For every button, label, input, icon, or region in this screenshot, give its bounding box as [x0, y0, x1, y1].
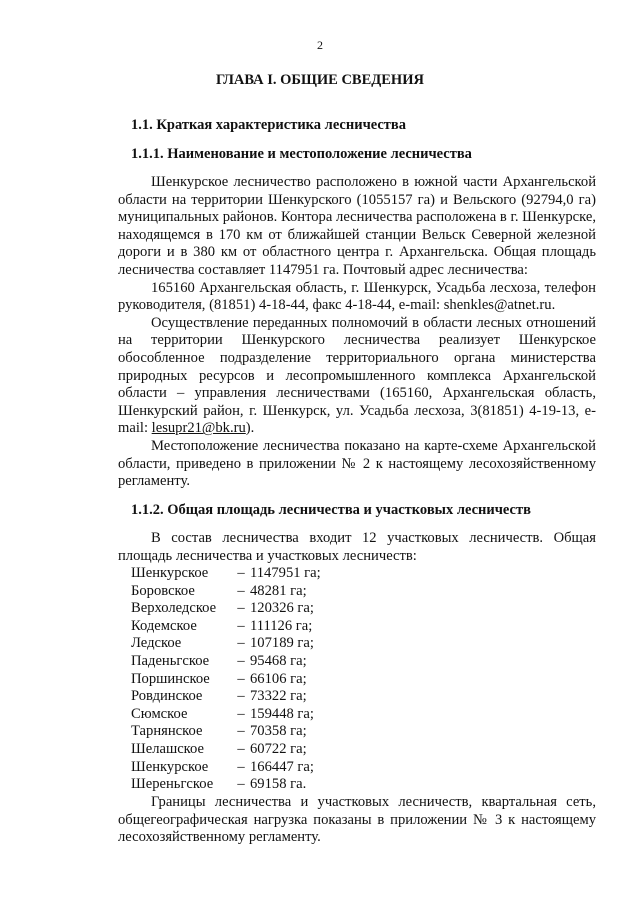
paragraph-address: 165160 Архангельская область, г. Шенкурск, Усадьба лесхоза, телефон руководителя, (81851) 4-18-44, факс 4-18-44, e-mail: shenkles@atnet.ru. [118, 279, 596, 314]
paragraph-boundaries: Границы лесничества и участковых лесничеств, квартальная сеть, общегеографическая нагрузка показаны в приложении № 3 к настоящему лесохозяйственному регламенту. [118, 794, 596, 846]
area-dash: – [237, 740, 245, 757]
area-name: Тарнянское [131, 723, 203, 740]
area-value: 1147951 га; [250, 565, 321, 581]
area-value: 60722 га; [250, 740, 307, 757]
area-name: Сюмское [131, 705, 188, 722]
area-value: 120326 га; [250, 600, 314, 617]
area-value: 70358 га; [250, 723, 307, 740]
area-name: Ровдинское [131, 688, 203, 705]
authority-text: Осуществление переданных полномочий в области лесных отношений на территории Шенкурского лесничества реализует Шенкурское обособленное подразделение территориального органа министерства природных ресурсов и лесопромышленного комплекса Архангельской области – управления лесничествами (165160, Архангельская область, Шенкурский район, г. Шенкурск, ул. Усадьба лесхоза, 3(81851) 4-19-13, e-mail: [118, 314, 596, 437]
area-name: Кодемское [131, 617, 197, 634]
area-dash: – [237, 758, 245, 775]
list-item [131, 759, 321, 777]
list-item [131, 723, 321, 741]
area-value: 73322 га; [250, 688, 307, 705]
area-name: Боровское [131, 582, 195, 599]
authority-end: ). [245, 420, 255, 437]
area-value: 95468 га; [250, 652, 307, 669]
list-item [131, 600, 321, 618]
list-item [131, 565, 321, 583]
section-1-1-1-body [118, 174, 596, 491]
section-1-1-2-footer [118, 794, 596, 847]
area-value: 66106 га; [250, 670, 307, 687]
section-1-1-2-heading: 1.1.2. Общая площадь лесничества и участковых лесничеств [131, 502, 531, 518]
area-name: Паденьгское [131, 652, 210, 669]
area-name: Ледское [131, 635, 182, 652]
area-name: Поршинское [131, 670, 210, 687]
page-number: 2 [317, 38, 323, 52]
area-name: Шенкурское [131, 758, 209, 775]
area-dash: – [237, 582, 245, 599]
area-dash: – [237, 600, 245, 617]
list-item [131, 618, 321, 636]
paragraph-composition: В состав лесничества входит 12 участковых лесничеств. Общая площадь лесничества и участковых лесничеств: [118, 530, 596, 564]
area-dash: – [237, 635, 245, 652]
area-dash: – [237, 670, 245, 687]
list-item [131, 741, 321, 759]
area-name: Шенкурское [131, 565, 209, 581]
list-item [131, 688, 321, 706]
area-dash: – [237, 776, 245, 793]
paragraph-map: Местоположение лесничества показано на карте-схеме Архангельской области, приведено в приложении № 2 к настоящему лесохозяйственному регламенту. [118, 437, 596, 490]
area-dash: – [237, 723, 245, 740]
paragraph-authority [118, 315, 596, 438]
area-dash: – [237, 565, 245, 581]
area-dash: – [237, 688, 245, 705]
area-value: 107189 га; [250, 635, 314, 652]
list-item [131, 583, 321, 601]
area-value: 69158 га. [250, 776, 307, 793]
email-link[interactable]: lesupr21@bk.ru [151, 420, 246, 437]
area-name: Верхоледское [131, 600, 217, 617]
chapter-title: ГЛАВА I. ОБЩИЕ СВЕДЕНИЯ [216, 72, 424, 88]
area-name: Шелашское [131, 740, 204, 757]
area-list [131, 565, 321, 794]
list-item [131, 635, 321, 653]
section-1-1-heading: 1.1. Краткая характеристика лесничества [131, 117, 407, 133]
list-item [131, 671, 321, 689]
section-1-1-2-intro [118, 530, 596, 565]
area-value: 48281 га; [250, 582, 307, 599]
list-item [131, 776, 321, 794]
list-item [131, 653, 321, 671]
area-value: 111126 га; [250, 617, 313, 634]
area-name: Шереньгское [131, 776, 214, 793]
area-value: 166447 га; [250, 758, 314, 775]
area-dash: – [237, 617, 245, 634]
paragraph-location: Шенкурское лесничество расположено в южной части Архангельской области на территории Шенкурского (1055157 га) и Вельского (92794,0 га) муниципальных районов. Контора лесничества расположена в г. Шенкурске, находящемся в 170 км от ближайшей станции Вельск Северной железной дороги и в 380 км от областного центра г. Архангельска. Общая площадь лесничества составляет 1147951 га. Почтовый адрес лесничества: [118, 174, 596, 278]
list-item [131, 706, 321, 724]
area-value: 159448 га; [250, 705, 314, 722]
area-dash: – [237, 652, 245, 669]
area-dash: – [237, 705, 245, 722]
section-1-1-1-heading: 1.1.1. Наименование и местоположение лесничества [131, 146, 472, 162]
